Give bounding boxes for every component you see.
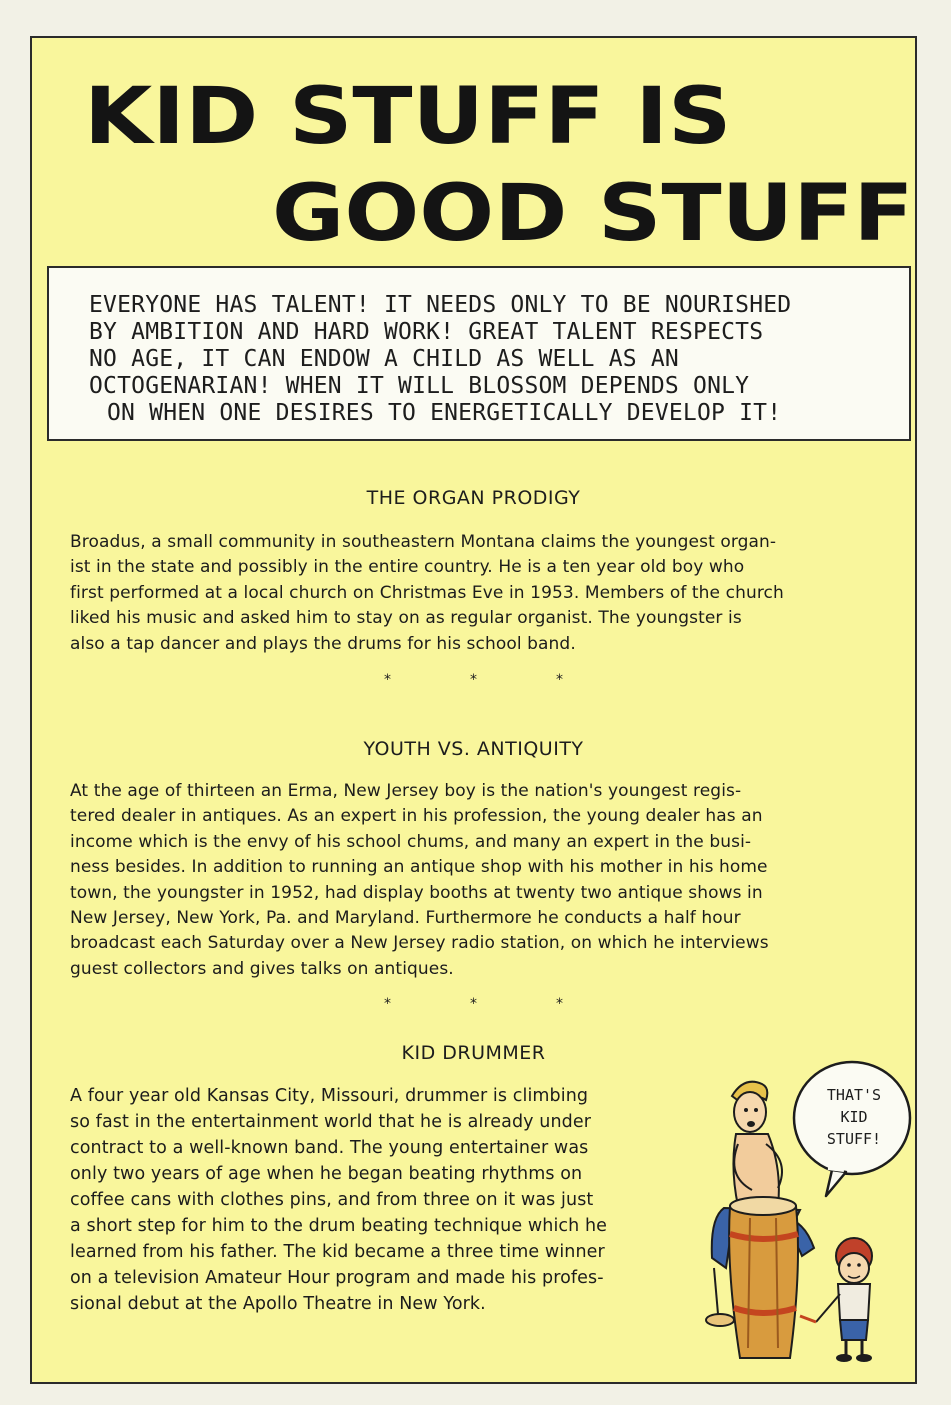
- section-title-organ-prodigy: THE ORGAN PRODIGY: [366, 487, 581, 509]
- body-line: contract to a well-known band. The young entertainer was: [70, 1138, 589, 1158]
- section-title-kid-drummer: KID DRUMMER: [401, 1042, 546, 1064]
- body-line: Broadus, a small community in southeastern Montana claims the youngest organ-: [70, 532, 777, 552]
- separator-star: *: [384, 672, 391, 688]
- body-line: A four year old Kansas City, Missouri, drummer is climbing: [70, 1086, 589, 1106]
- headline-line-1: KID STUFF IS: [84, 72, 732, 162]
- section-body-organ-prodigy: [70, 530, 784, 657]
- body-line: ist in the state and possibly in the entire country. He is a ten year old boy who: [70, 557, 745, 578]
- kid-figure: [800, 1238, 872, 1362]
- star-separator: [32, 996, 915, 1012]
- intro-line: NO AGE, IT CAN ENDOW A CHILD AS WELL AS AN: [89, 346, 679, 372]
- intro-line: OCTOGENARIAN! WHEN IT WILL BLOSSOM DEPENDS ONLY: [89, 373, 750, 399]
- body-line: income which is the envy of his school chums, and many an expert in the busi-: [70, 831, 752, 852]
- body-line: liked his music and asked him to stay on as regular organist. The youngster is: [70, 608, 742, 629]
- headline-line-2: GOOD STUFF: [272, 169, 914, 259]
- drummer-illustration: [704, 1058, 914, 1368]
- intro-caption-box: [47, 266, 911, 441]
- body-line: so fast in the entertainment world that he is already under: [70, 1112, 592, 1132]
- speech-bubble: [794, 1062, 910, 1196]
- speech-bubble-line: KID: [840, 1108, 868, 1126]
- body-line: also a tap dancer and plays the drums for his school band.: [70, 633, 576, 654]
- section-body-youth-vs-antiquity: [70, 779, 769, 982]
- body-line: ness besides. In addition to running an antique shop with his mother in his home: [70, 857, 768, 878]
- intro-line: ON WHEN ONE DESIRES TO ENERGETICALLY DEVELOP IT!: [107, 400, 782, 426]
- speech-bubble-line: THAT'S: [826, 1086, 882, 1104]
- body-line: town, the youngster in 1952, had display booths at twenty two antique shows in: [70, 882, 763, 903]
- separator-star: *: [384, 996, 391, 1012]
- separator-star: *: [470, 996, 477, 1012]
- body-line: At the age of thirteen an Erma, New Jersey boy is the nation's youngest regis-: [70, 781, 742, 801]
- body-line: first performed at a local church on Christmas Eve in 1953. Members of the church: [70, 582, 784, 603]
- star-separator: [32, 672, 915, 688]
- body-line: on a television Amateur Hour program and made his profes-: [70, 1268, 604, 1288]
- separator-star: *: [556, 672, 563, 688]
- intro-line: EVERYONE HAS TALENT! IT NEEDS ONLY TO BE NOURISHED: [89, 292, 792, 318]
- section-title-youth-vs-antiquity: YOUTH VS. ANTIQUITY: [363, 738, 584, 760]
- section-body-kid-drummer: [70, 1083, 607, 1317]
- body-line: sional debut at the Apollo Theatre in New York.: [70, 1294, 486, 1314]
- intro-line: BY AMBITION AND HARD WORK! GREAT TALENT RESPECTS: [89, 319, 764, 345]
- comic-page: [30, 36, 917, 1384]
- body-line: tered dealer in antiques. As an expert in his profession, the young dealer has an: [70, 806, 763, 827]
- body-line: learned from his father. The kid became a three time winner: [70, 1242, 605, 1262]
- body-line: coffee cans with clothes pins, and from three on it was just: [70, 1190, 594, 1210]
- body-line: New Jersey, New York, Pa. and Maryland. Furthermore he conducts a half hour: [70, 908, 741, 929]
- body-line: only two years of age when he began beating rhythms on: [70, 1164, 583, 1184]
- body-line: guest collectors and gives talks on antiques.: [70, 958, 454, 979]
- separator-star: *: [556, 996, 563, 1012]
- body-line: a short step for him to the drum beating technique which he: [70, 1216, 608, 1236]
- speech-bubble-line: STUFF!: [826, 1130, 882, 1148]
- conga-drum: [729, 1197, 798, 1358]
- drummer-cartoon-svg: [704, 1058, 914, 1368]
- separator-star: *: [470, 672, 477, 688]
- body-line: broadcast each Saturday over a New Jersey radio station, on which he interviews: [70, 933, 769, 954]
